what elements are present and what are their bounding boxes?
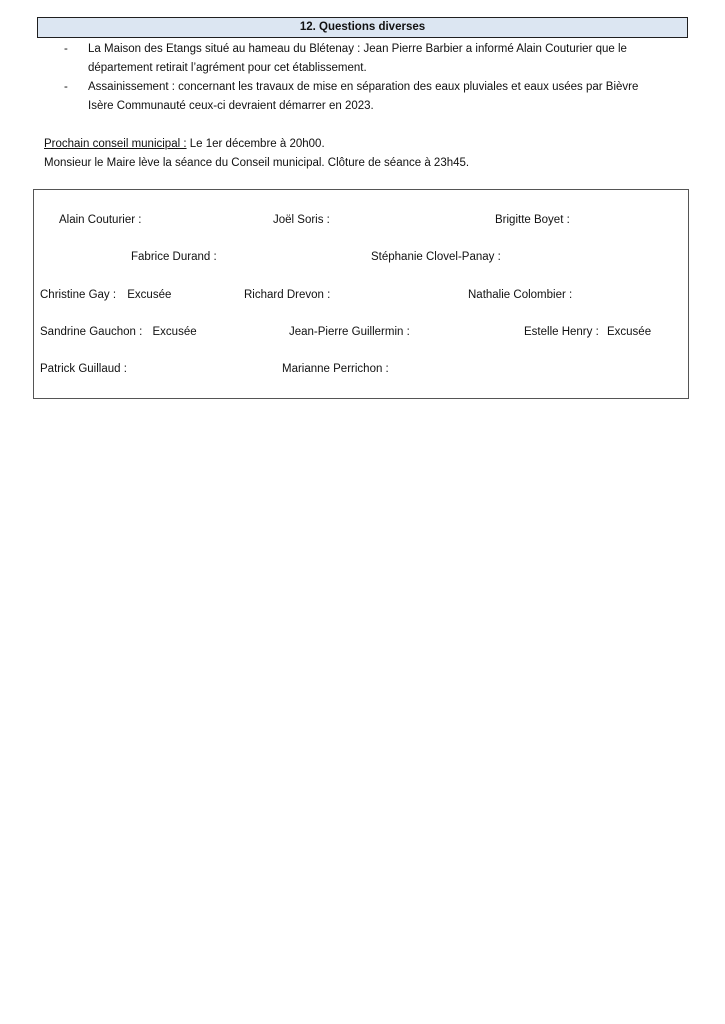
signature-entry: [289, 324, 410, 340]
closing-text: Monsieur le Maire lève la séance du Conseil municipal. Clôture de séance à 23h45.: [44, 157, 470, 169]
item-line: La Maison des Etangs situé au hameau du Blétenay : Jean Pierre Barbier a informé Alain Couturier que le: [88, 43, 627, 55]
item-line: département retirait l’agrément pour cet établissement.: [88, 62, 367, 74]
list-item: [62, 40, 692, 78]
signature-entry: [244, 287, 330, 303]
signatory-status: Excusée: [127, 289, 172, 301]
signatory-name: Estelle Henry :: [524, 326, 599, 338]
signatory-name: Brigitte Boyet :: [495, 214, 570, 226]
signatory-name: Christine Gay :: [40, 289, 117, 301]
signature-entry: [40, 287, 171, 303]
dash-bullet: -: [64, 43, 68, 55]
signatory-name: Jean-Pierre Guillermin :: [289, 326, 410, 338]
signatory-name: Nathalie Colombier :: [468, 289, 573, 301]
item-line: Isère Communauté ceux-ci devraient démarrer en 2023.: [88, 100, 374, 112]
signatory-name: Richard Drevon :: [244, 289, 331, 301]
next-meeting-label: Prochain conseil municipal :: [44, 138, 187, 150]
next-meeting: [44, 135, 684, 154]
signatory-name: Sandrine Gauchon :: [40, 326, 143, 338]
signature-entry: [40, 361, 127, 377]
signatory-name: Fabrice Durand :: [131, 251, 217, 263]
signatory-status: Excusée: [606, 326, 652, 338]
signatory-name: Patrick Guillaud :: [40, 363, 127, 375]
signatory-name: Stéphanie Clovel-Panay :: [371, 251, 501, 263]
signature-entry: [282, 361, 389, 377]
item-line: Assainissement : concernant les travaux de mise en séparation des eaux pluviales et eaux usées par Bièvre: [88, 81, 639, 93]
signature-entry: [273, 212, 330, 228]
signature-entry: [131, 249, 217, 265]
signature-entry: [524, 324, 651, 340]
signatory-status: Excusée: [152, 326, 197, 338]
signature-entry: [371, 249, 501, 265]
signature-box: [33, 189, 689, 399]
signatory-name: Joël Soris :: [273, 214, 330, 226]
signatory-name: Marianne Perrichon :: [282, 363, 389, 375]
signature-entry: [40, 324, 197, 340]
list-item: [62, 78, 692, 116]
signature-entry: [468, 287, 572, 303]
signature-entry: [59, 212, 141, 228]
signatory-name: Alain Couturier :: [59, 214, 142, 226]
dash-bullet: -: [64, 81, 68, 93]
meeting-info: [44, 135, 684, 173]
bullet-list: [62, 40, 692, 116]
next-meeting-date: Le 1er décembre à 20h00.: [186, 138, 325, 150]
signature-entry: [495, 212, 570, 228]
section-title: 12. Questions diverses: [37, 17, 688, 38]
